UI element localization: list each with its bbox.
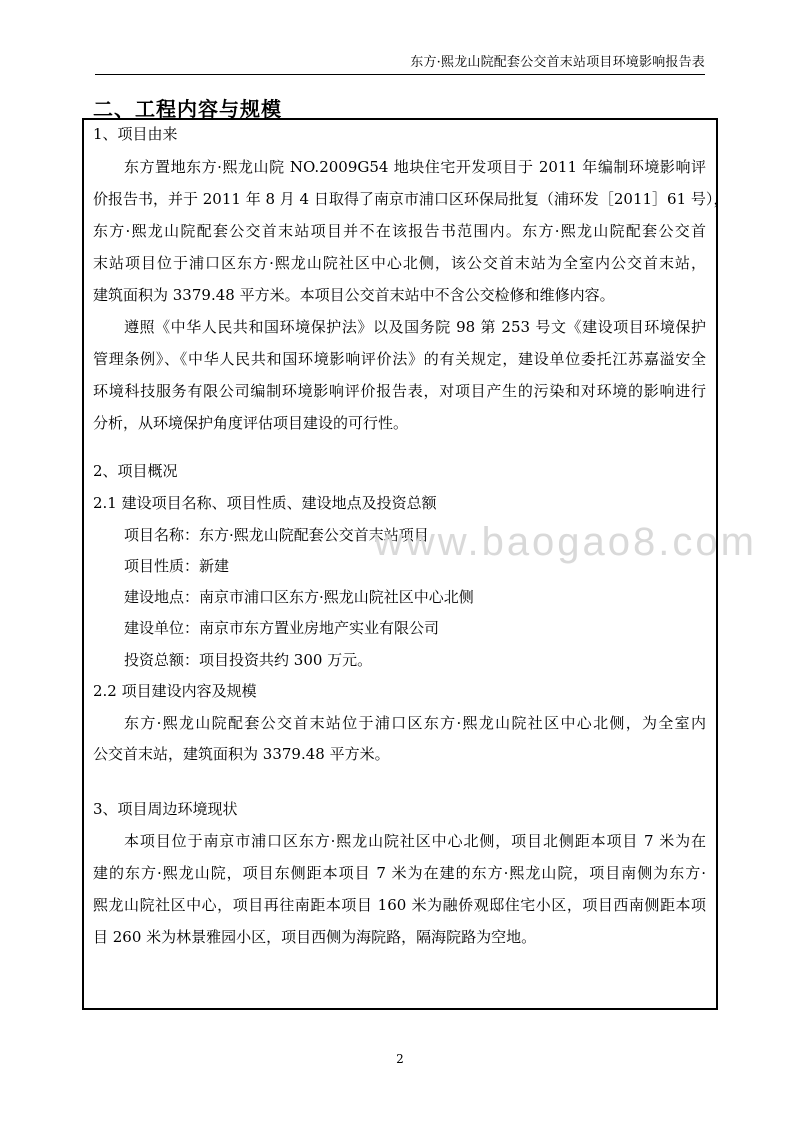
running-header-title: 东方·熙龙山院配套公交首末站项目环境影响报告表	[410, 55, 705, 70]
paragraph-line: 价报告书，并于 2011 年 8 月 4 日取得了南京市浦口区环保局批复（浦环发［2011］61 号），	[93, 190, 729, 208]
paragraph-line: 环境科技服务有限公司编制环境影响评价报告表，对项目产生的污染和对环境的影响进行	[93, 382, 706, 400]
paragraph-line: 公交首末站，建筑面积为 3379.48 平方米。	[93, 745, 390, 763]
subsection-2-2-heading: 2.2 项目建设内容及规模	[93, 682, 257, 700]
project-info-item: 项目名称：东方·熙龙山院配套公交首末站项目	[124, 526, 429, 544]
watermark: www.baogao8.com	[374, 520, 757, 564]
paragraph-line: 建筑面积为 3379.48 平方米。本项目公交首末站中不含公交检修和维修内容。	[93, 286, 615, 304]
project-info-item: 项目性质：新建	[124, 557, 230, 575]
project-info-item: 投资总额：项目投资共约 300 万元。	[124, 651, 373, 669]
subsection-2-1-heading: 2.1 建设项目名称、项目性质、建设地点及投资总额	[93, 494, 437, 512]
page-number: 2	[396, 1052, 404, 1066]
paragraph-line: 东方·熙龙山院配套公交首末站项目并不在该报告书范围内。东方·熙龙山院配套公交首	[93, 222, 706, 240]
paragraph-line: 末站项目位于浦口区东方·熙龙山院社区中心北侧，该公交首末站为全室内公交首末站，	[93, 254, 706, 272]
paragraph-line: 分析，从环境保护角度评估项目建设的可行性。	[93, 414, 409, 432]
paragraph-line: 建的东方·熙龙山院，项目东侧距本项目 7 米为在建的东方·熙龙山院，项目南侧为东方·	[93, 864, 706, 882]
paragraph-line: 目 260 米为林景雅园小区，项目西侧为海院路，隔海院路为空地。	[93, 928, 537, 946]
section-1-heading: 1、项目由来	[93, 125, 178, 143]
paragraph-line: 东方·熙龙山院配套公交首末站位于浦口区东方·熙龙山院社区中心北侧，为全室内	[124, 714, 706, 732]
section-3-heading: 3、项目周边环境现状	[93, 800, 238, 818]
header-rule	[95, 74, 705, 75]
paragraph-line: 本项目位于南京市浦口区东方·熙龙山院社区中心北侧，项目北侧距本项目 7 米为在	[124, 832, 706, 850]
project-info-item: 建设单位：南京市东方置业房地产实业有限公司	[124, 619, 440, 637]
paragraph-line: 管理条例》、《中华人民共和国环境影响评价法》的有关规定，建设单位委托江苏嘉溢安全	[93, 350, 706, 368]
project-info-item: 建设地点：南京市浦口区东方·熙龙山院社区中心北侧	[124, 588, 474, 606]
paragraph-line: 熙龙山院社区中心，项目再往南距本项目 160 米为融侨观邸住宅小区，项目西南侧距本项	[93, 896, 706, 914]
paragraph-line: 遵照《中华人民共和国环境保护法》以及国务院 98 第 253 号文《建设项目环境保护	[124, 318, 706, 336]
section-title: 二、工程内容与规模	[93, 97, 282, 121]
section-2-heading: 2、项目概况	[93, 462, 178, 480]
paragraph-line: 东方置地东方·熙龙山院 NO.2009G54 地块住宅开发项目于 2011 年编制环境影响评	[124, 158, 706, 176]
